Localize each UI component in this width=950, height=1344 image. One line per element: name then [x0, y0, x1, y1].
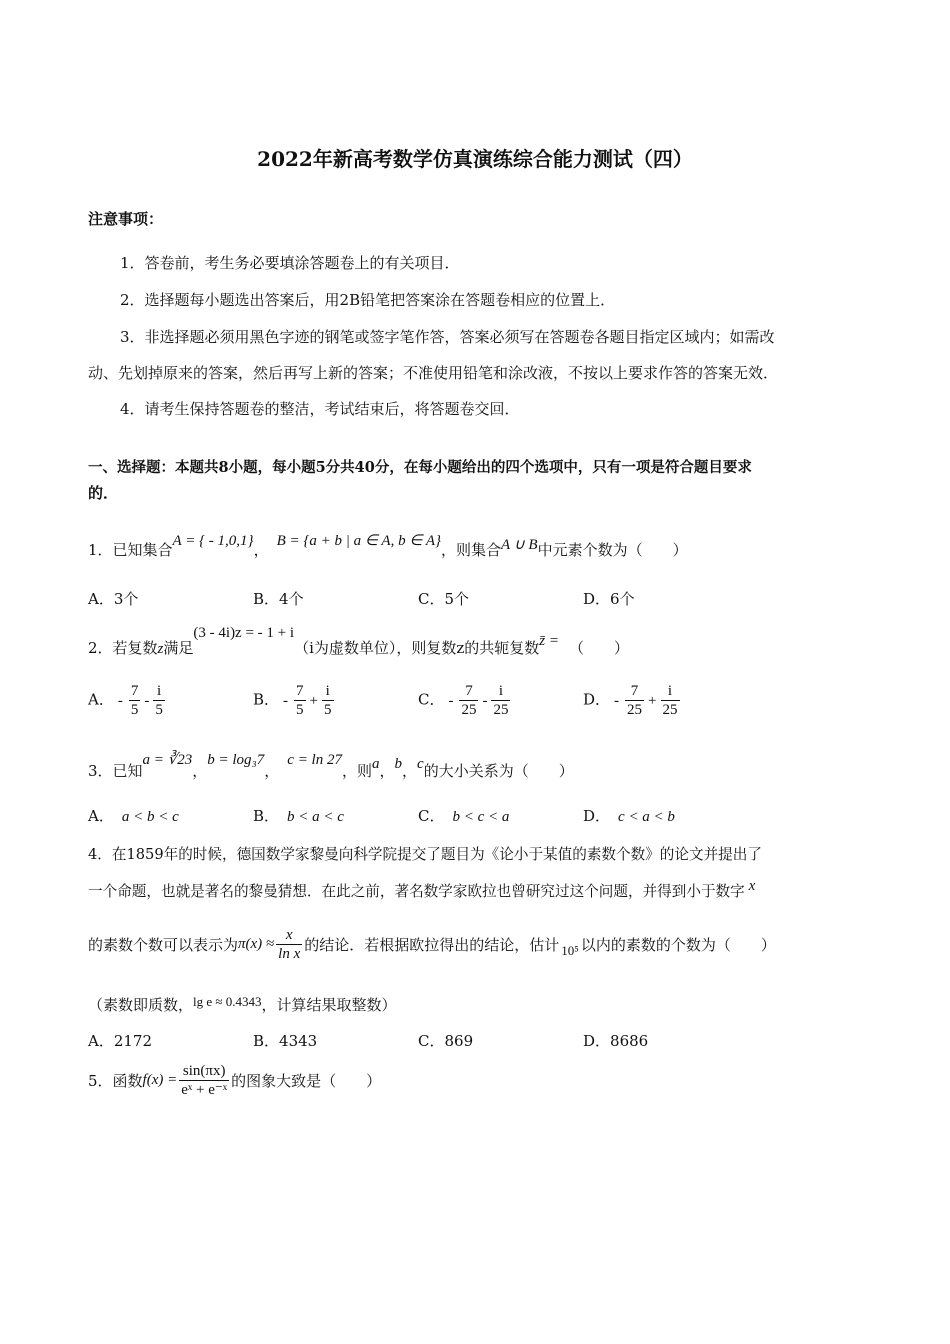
- notice-item-continued: 动、先划掉原来的答案，然后再写上新的答案；不准使用铅笔和涂改液，不按以上要求作答的答案无效．: [88, 364, 779, 382]
- set-b-expr: B = {a + b | a ∈ A, b ∈ A}: [276, 533, 442, 549]
- question-4-note: （素数即质数，lg e ≈ 0.4343，计算结果取整数）: [88, 994, 397, 1014]
- union-expr: A ∪ B: [501, 537, 538, 553]
- pi-approx: π(x) ≈: [238, 936, 275, 952]
- question-4-line: 的素数个数可以表示为π(x) ≈ $\frac{x}{\text{ln x}}$ 的结论．若根据欧拉得出的结论，估计 10⁵ 以内的素数的个数为（ ）: [88, 927, 776, 962]
- option-a: A．3个: [88, 590, 139, 608]
- option-c: C． b < c < a: [418, 807, 510, 825]
- notice-heading: 注意事项：: [88, 210, 164, 228]
- option-a: A． - $\frac{7}{5}$ - $\frac{i}{5}$: [88, 683, 163, 718]
- question-4-line: 4．在1859年的时候，德国数学家黎曼向科学院提交了题目为《论小于某值的素数个数》的论文并提出了: [88, 846, 762, 863]
- question-1: 1．已知集合A = { - 1,0,1}， B = {a + b | a ∈ A, b ∈ A}，则集合A ∪ B中元素个数为（ ）: [88, 533, 688, 559]
- power-expr: 10⁵: [561, 942, 579, 958]
- option-c: C．5个: [418, 590, 470, 608]
- lg-expr: lg e ≈ 0.4343: [193, 994, 262, 1009]
- question-5: 5．函数f(x) = $\frac{\sin(\pi x)}{\text{eˣ + e⁻ˣ}}$ 的图象大致是（ ）: [88, 1063, 382, 1098]
- option-c: C．869: [418, 1032, 474, 1050]
- b-def: b = log₃7: [207, 752, 265, 768]
- option-a: A． a < b < c: [88, 807, 179, 825]
- section-heading-continued: 的．: [88, 484, 119, 502]
- option-b: B． b < a < c: [253, 807, 344, 825]
- notice-item: 1．答卷前，考生务必要填涂答题卷上的有关项目．: [120, 254, 460, 272]
- equation: (3 - 4i)z = - 1 + i: [193, 625, 295, 641]
- c-def: c = ln 27: [287, 752, 342, 768]
- page-title: 2022年新高考数学仿真演练综合能力测试（四）: [257, 147, 693, 171]
- a-def: a = ∛23: [142, 752, 193, 768]
- question-4-line: 一个命题，也就是著名的黎曼猜想．在此之前，著名数学家欧拉也曾研究过这个问题，并得到小于数字 x: [88, 878, 756, 900]
- section-heading: 一、选择题：本题共8小题，每小题5分共40分，在每小题给出的四个选项中，只有一项是符合题目要求: [88, 459, 752, 476]
- conjugate-expr: z̄ =: [539, 633, 559, 649]
- question-3: 3．已知a = ∛23，b = log₃7，c = ln 27，则a，b，c的大小关系为（ ）: [88, 752, 574, 780]
- option-d: D． - $\frac{7}{25}$ + $\frac{i}{25}$: [583, 683, 678, 718]
- notice-item: 2．选择题每小题选出答案后，用2B铅笔把答案涂在答题卷相应的位置上．: [120, 291, 616, 309]
- option-d: D．8686: [583, 1032, 649, 1050]
- option-a: A．2172: [88, 1032, 153, 1050]
- question-2: 2．若复数z满足(3 - 4i)z = - 1 + i（i为虚数单位），则复数z的共轭复数z̄ = （ ）: [88, 625, 629, 657]
- option-c: C． - $\frac{7}{25}$ - $\frac{i}{25}$: [418, 683, 509, 718]
- option-b: B． - $\frac{7}{5}$ + $\frac{i}{5}$: [253, 683, 332, 718]
- function-def: f(x) =: [142, 1072, 178, 1088]
- option-d: D．6个: [583, 590, 635, 608]
- notice-item: 4．请考生保持答题卷的整洁，考试结束后，将答题卷交回．: [120, 400, 520, 418]
- option-b: B．4343: [253, 1032, 318, 1050]
- notice-item: 3．非选择题必须用黑色字迹的钢笔或签字笔作答，答案必须写在答题卷各题目指定区域内；如需改: [120, 328, 775, 346]
- option-d: D． c < a < b: [583, 807, 675, 825]
- option-b: B．4个: [253, 590, 304, 608]
- set-a-expr: A = { - 1,0,1}: [172, 533, 254, 549]
